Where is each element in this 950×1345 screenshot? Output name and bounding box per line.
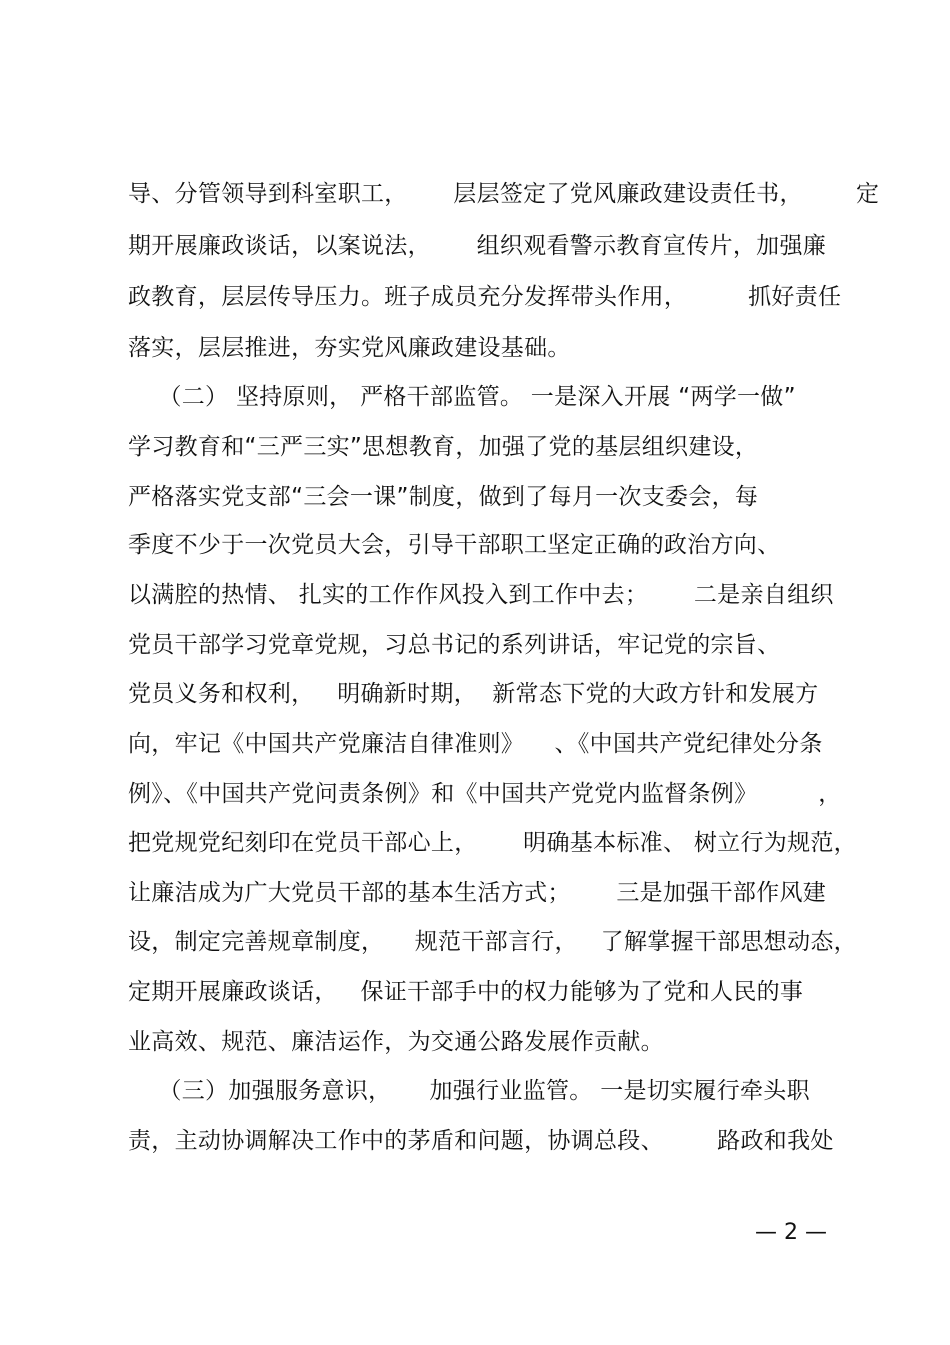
text-line: 让廉洁成为广大党员干部的基本生活方式； 三是加强干部作风建 bbox=[128, 880, 827, 906]
text-line: 季度不少于一次党员大会，引导干部职工坚定正确的政治方向、 bbox=[128, 532, 781, 558]
text-line: 例》、《中国共产党问责条例》和《中国共产党党内监督条例》 ， bbox=[128, 781, 842, 807]
text-line: 设，制定完善规章制度， 规范干部言行， 了解掌握干部思想动态， bbox=[128, 929, 857, 955]
text-line: 党员干部学习党章党规，习总书记的系列讲话，牢记党的宗旨、 bbox=[128, 632, 781, 658]
text-line: （二） 坚持原则， 严格干部监管。 一是深入开展 “两学一做” bbox=[128, 384, 796, 410]
text-line: 政教育，层层传导压力。班子成员充分发挥带头作用， 抓好责任 bbox=[128, 284, 842, 310]
text-line: 严格落实党支部“三会一课”制度，做到了每月一次支委会，每 bbox=[128, 484, 759, 510]
text-line: 期开展廉政谈话，以案说法， 组织观看警示教育宣传片，加强廉 bbox=[128, 233, 827, 259]
text-line: 把党规党纪刻印在党员干部心上， 明确基本标准、 树立行为规范， bbox=[128, 830, 857, 856]
page-number: — 2 — bbox=[755, 1220, 827, 1245]
text-line: 以满腔的热情、 扎实的工作作风投入到工作中去； 二是亲自组织 bbox=[128, 582, 834, 608]
text-line: （三）加强服务意识， 加强行业监管。 一是切实履行牵头职 bbox=[128, 1078, 810, 1104]
text-line: 责，主动协调解决工作中的茅盾和问题，协调总段、 路政和我处 bbox=[128, 1128, 834, 1154]
text-line: 落实，层层推进，夯实党风廉政建设基础。 bbox=[128, 335, 571, 361]
text-line: 学习教育和“三严三实”思想教育，加强了党的基层组织建设， bbox=[128, 434, 759, 460]
text-line: 定期开展廉政谈话， 保证干部手中的权力能够为了党和人民的事 bbox=[128, 979, 804, 1005]
text-line: 导、分管领导到科室职工， 层层签定了党风廉政建设责任书， 定 bbox=[128, 181, 880, 207]
text-line: 向，牢记《中国共产党廉洁自律准则》 、《中国共产党纪律处分条 bbox=[128, 731, 823, 757]
text-line: 党员义务和权利， 明确新时期， 新常态下党的大政方针和发展方 bbox=[128, 681, 819, 707]
text-line: 业高效、规范、廉洁运作，为交通公路发展作贡献。 bbox=[128, 1029, 664, 1055]
